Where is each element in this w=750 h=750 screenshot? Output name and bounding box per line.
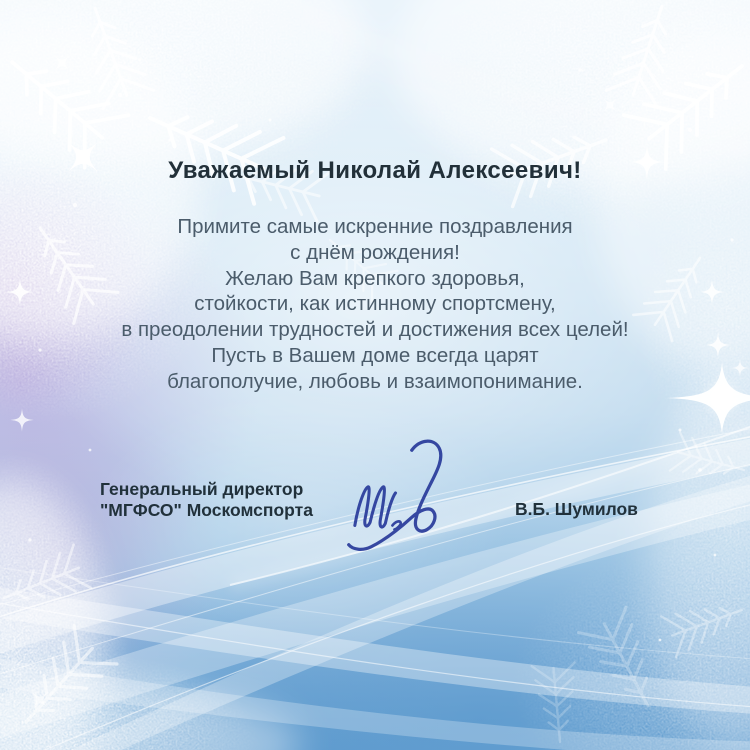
message-line: благополучие, любовь и взаимопонимание. bbox=[167, 369, 583, 393]
signer-position-line: Генеральный директор bbox=[100, 479, 304, 499]
salutation: Уважаемый Николай Алексеевич! bbox=[168, 157, 582, 184]
message-line: в преодолении трудностей и достижения всех целей! bbox=[121, 318, 629, 342]
signer-position bbox=[100, 479, 313, 521]
message-line: Примите самые искренние поздравления bbox=[177, 215, 573, 238]
signature-autograph-icon bbox=[342, 436, 450, 558]
greeting-message bbox=[0, 214, 750, 395]
signer-position-line: "МГФСО" Москомспорта bbox=[100, 500, 313, 520]
message-line: Пусть в Вашем доме всегда царят bbox=[211, 343, 539, 367]
signer-name: В.Б. Шумилов bbox=[515, 499, 638, 519]
message-line: стойкости, как истинному спортсмену, bbox=[194, 292, 556, 316]
message-line: Желаю Вам крепкого здоровья, bbox=[225, 266, 525, 290]
message-line: с днём рождения! bbox=[290, 240, 460, 264]
